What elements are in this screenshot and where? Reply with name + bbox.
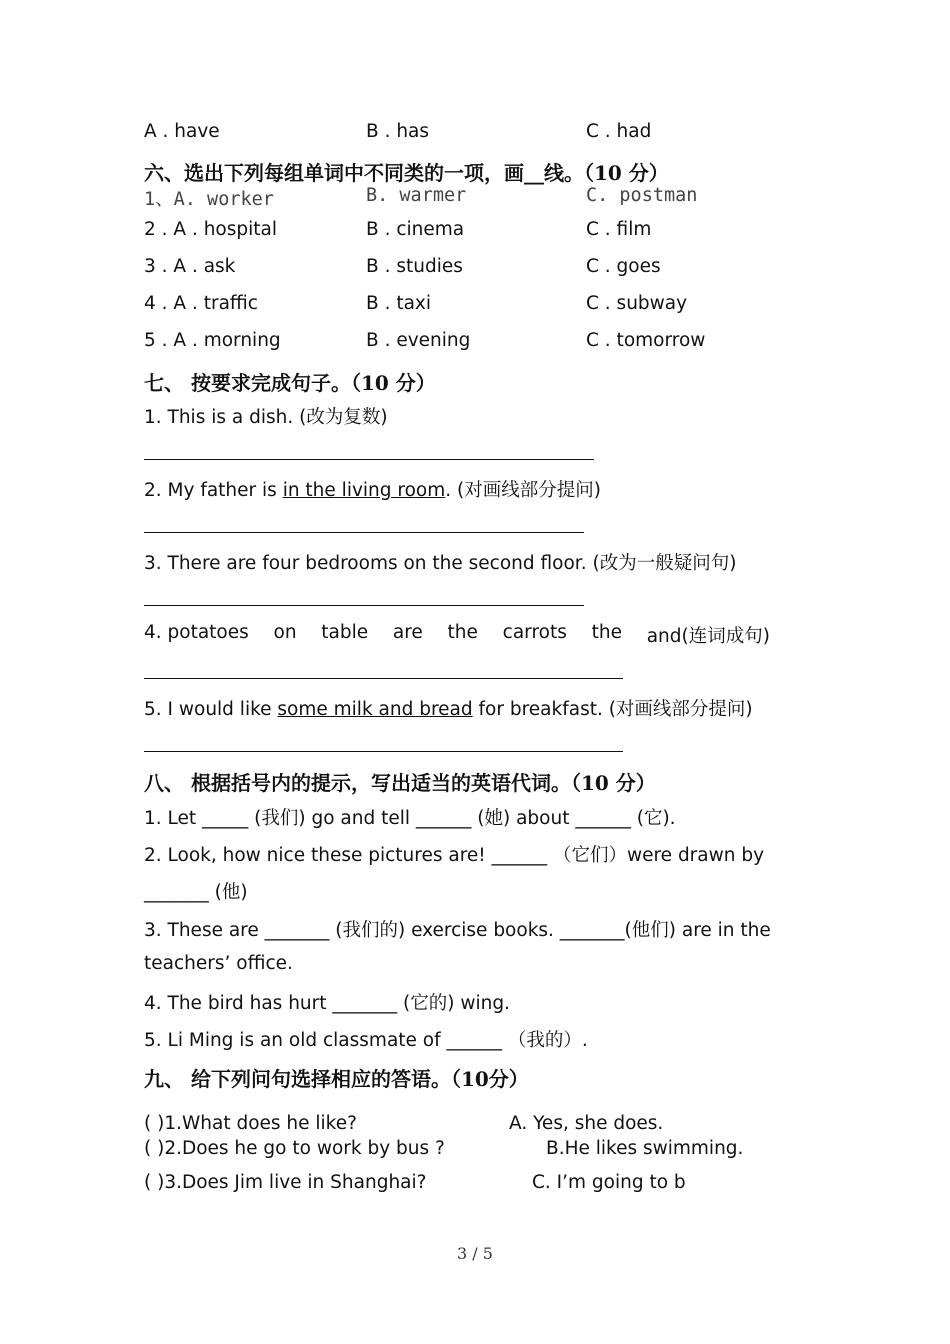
s8-q2-line2: _______ (他) [144,882,248,903]
s9-a3: C. I’m going to b [532,1172,686,1193]
page-number: 3 / 5 [457,1244,493,1263]
s6-row2-b: B . cinema [366,219,465,240]
s9-q1: ( )1.What does he like? [144,1113,357,1134]
s9-a1: A. Yes, she does. [509,1113,664,1134]
s7-q3-answer-line [144,605,584,606]
s7-q5-underlined: some milk and bread [277,699,473,720]
s6-row1-b: B. warmer [366,185,467,206]
option-c-had: C . had [586,121,652,142]
s6-row5-c: C . tomorrow [586,330,706,351]
s6-row4-b: B . taxi [366,293,432,314]
section6-heading: 六、选出下列每组单词中不同类的一项，画__线。（10 分） [144,161,669,185]
s6-row1-a: 1、A. worker [144,189,274,210]
s9-a2: B.He likes swimming. [546,1138,744,1159]
s8-q5: 5. Li Ming is an old classmate of ______ （我的）. [144,1030,588,1051]
s7-q2-answer-line [144,532,584,533]
option-b-has: B . has [366,121,430,142]
s6-row5-a: 5 . A . morning [144,330,281,351]
s8-q3-line1: 3. These are _______ (我们的) exercise books. _______(他们) are in the [144,920,771,941]
section7-heading: 七、 按要求完成句子。（10 分） [144,371,436,395]
s7-q5: 5. I would like some milk and bread for breakfast. (对画线部分提问) [144,699,753,720]
s7-q2-underlined: in the living room [282,480,446,501]
s9-q2: ( )2.Does he go to work by bus ? [144,1138,445,1159]
s7-q2: 2. My father is in the living room. (对画线部分提问) [144,480,601,501]
s8-q1: 1. Let _____ (我们) go and tell ______ (她) about ______ (它). [144,808,676,829]
s8-q4: 4. The bird has hurt _______ (它的) wing. [144,993,510,1014]
s8-q3-line2: teachers’ office. [144,953,293,974]
s6-row3-c: C . goes [586,256,661,277]
s6-row4-a: 4 . A . traffic [144,293,258,314]
s9-q3: ( )3.Does Jim live in Shanghai? [144,1172,427,1193]
s7-q1: 1. This is a dish. (改为复数) [144,407,388,428]
s7-q5-answer-line [144,751,623,752]
option-a-have: A . have [144,121,220,142]
s7-q4: 4. potatoes on table are the carrots the and(连词成句) [144,622,770,647]
s7-q4-answer-line [144,678,623,679]
s8-q2-line1: 2. Look, how nice these pictures are! ______ （它们）were drawn by [144,845,765,866]
section8-heading: 八、 根据括号内的提示，写出适当的英语代词。（10 分） [144,771,656,795]
s6-row3-b: B . studies [366,256,463,277]
s6-row2-a: 2 . A . hospital [144,219,278,240]
s6-row4-c: C . subway [586,293,688,314]
s6-row3-a: 3 . A . ask [144,256,236,277]
section9-heading: 九、 给下列问句选择相应的答语。（10分） [144,1067,529,1091]
s6-row2-c: C . film [586,219,652,240]
s6-row1-c: C. postman [586,185,698,206]
s6-row5-b: B . evening [366,330,471,351]
s7-q1-answer-line [144,459,594,460]
s7-q3: 3. There are four bedrooms on the second floor. (改为一般疑问句) [144,553,737,574]
